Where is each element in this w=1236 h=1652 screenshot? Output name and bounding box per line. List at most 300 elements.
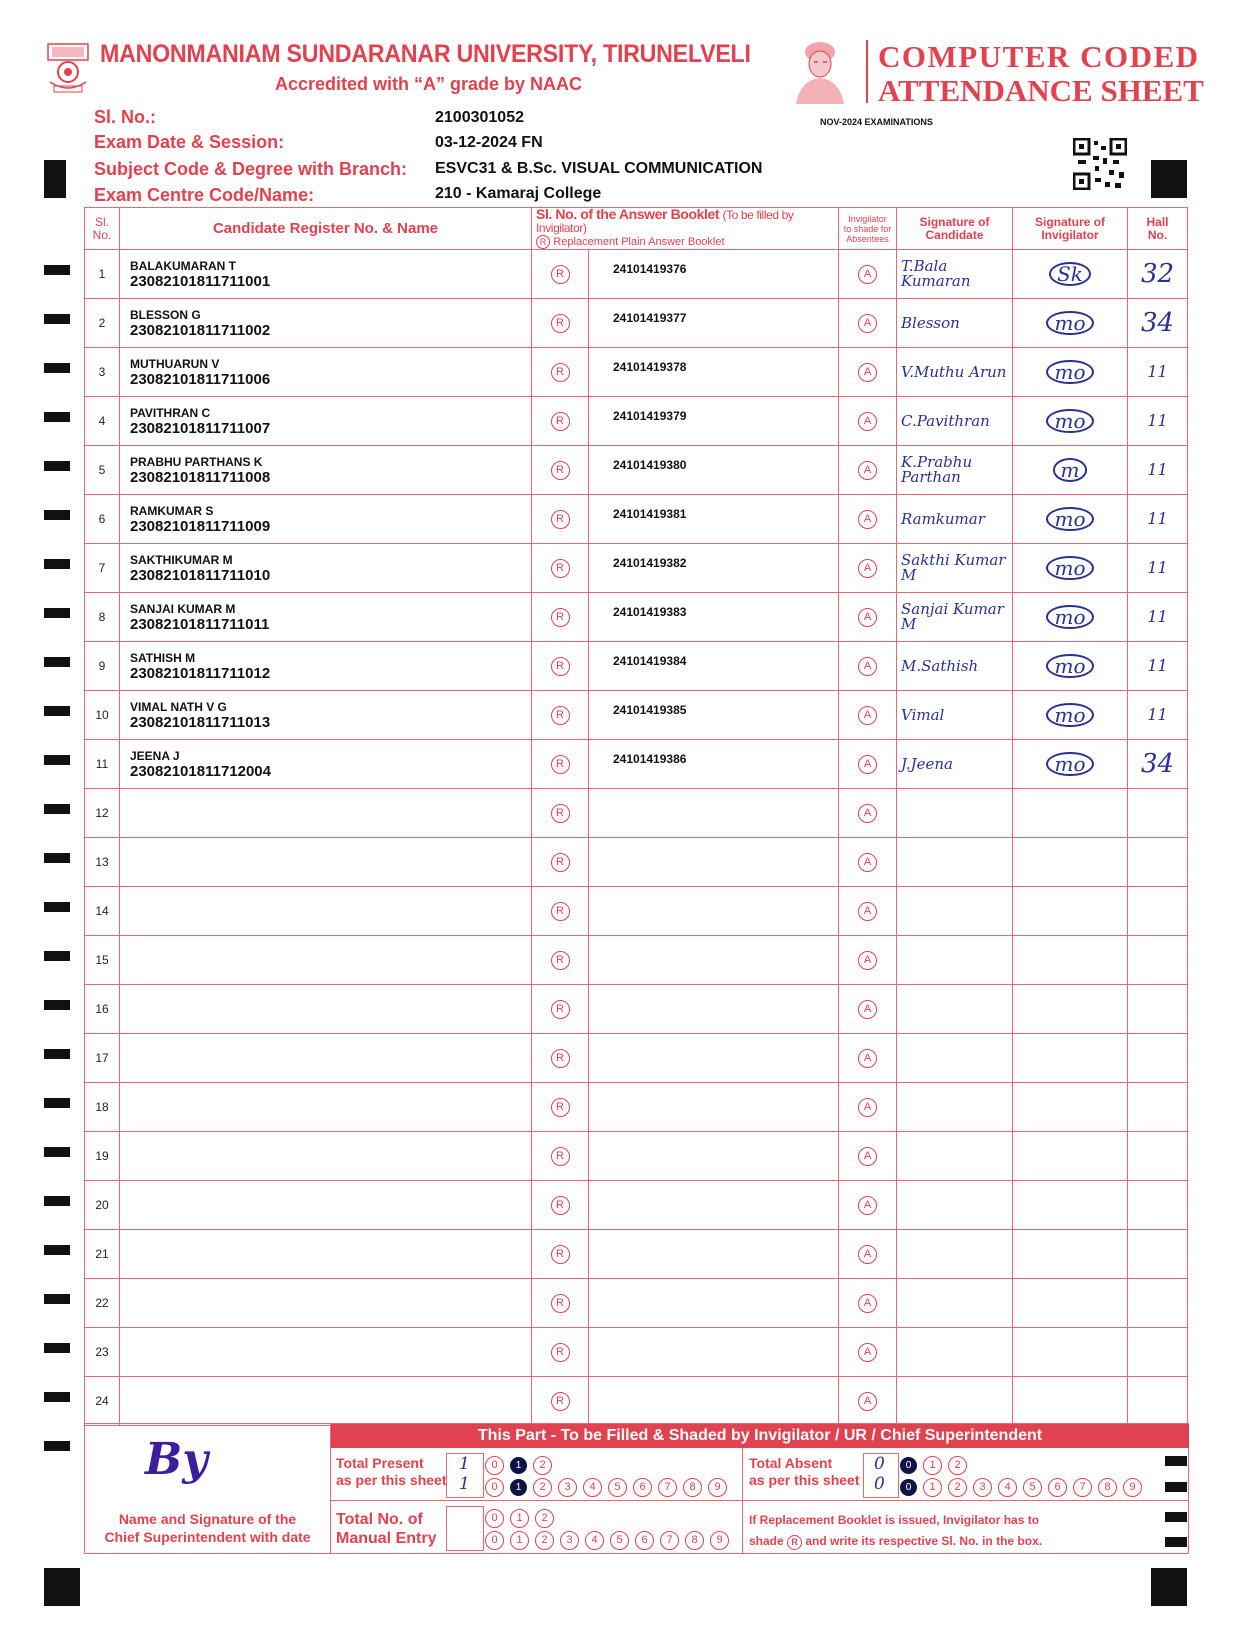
invigilator-signature-cell[interactable] — [1013, 1279, 1128, 1328]
row-sl-no: 5 — [85, 446, 120, 495]
absent-units-bubbles[interactable] — [900, 1477, 1148, 1497]
table-header-row — [85, 208, 1188, 250]
invigilator-signature-cell[interactable] — [1013, 1132, 1128, 1181]
candidate-cell — [120, 1377, 532, 1426]
candidate-signature-cell[interactable] — [897, 446, 1013, 495]
footer-mark-3 — [1165, 1512, 1187, 1522]
digit-bubble[interactable]: 0 — [900, 1479, 917, 1496]
replacement-bubble-cell[interactable] — [532, 299, 589, 348]
replacement-bubble[interactable]: R — [551, 1098, 570, 1117]
replacement-bubble[interactable]: R — [551, 951, 570, 970]
timing-mark — [44, 608, 70, 618]
digit-bubble[interactable]: 3 — [560, 1531, 579, 1550]
hall-no-cell[interactable] — [1128, 495, 1188, 544]
candidate-signature-cell[interactable] — [897, 1377, 1013, 1426]
replacement-bubble-cell[interactable] — [532, 250, 589, 299]
absent-bubble-cell[interactable] — [839, 348, 897, 397]
candidate-signature-cell[interactable] — [897, 348, 1013, 397]
candidate-signature-cell[interactable] — [897, 1328, 1013, 1377]
absent-bubble[interactable]: A — [858, 657, 877, 676]
booklet-no-cell[interactable] — [589, 1083, 839, 1132]
digit-bubble[interactable]: 4 — [585, 1531, 604, 1550]
candidate-signature-cell[interactable] — [897, 789, 1013, 838]
present-written-tens: 1 — [459, 1454, 470, 1474]
candidate-signature-cell[interactable] — [897, 740, 1013, 789]
digit-bubble[interactable]: 1 — [510, 1457, 527, 1474]
timing-mark — [44, 1049, 70, 1059]
invigilator-signature-cell[interactable] — [1013, 838, 1128, 887]
absent-bubble-cell[interactable] — [839, 789, 897, 838]
absent-bubble[interactable]: A — [858, 853, 877, 872]
replacement-bubble[interactable]: R — [551, 1147, 570, 1166]
candidate-signature: Blesson — [901, 313, 960, 332]
absent-bubble[interactable]: A — [858, 1294, 877, 1313]
replacement-bubble[interactable]: R — [551, 314, 570, 333]
timing-mark — [44, 804, 70, 814]
digit-bubble[interactable]: 5 — [608, 1478, 627, 1497]
hall-no-cell[interactable] — [1128, 642, 1188, 691]
replacement-bubble[interactable]: R — [551, 1000, 570, 1019]
replacement-bubble[interactable]: R — [551, 1049, 570, 1068]
hall-no-cell[interactable] — [1128, 544, 1188, 593]
digit-bubble[interactable]: 2 — [533, 1456, 552, 1475]
candidate-cell — [120, 838, 532, 887]
booklet-no-cell[interactable] — [589, 1230, 839, 1279]
candidate-signature-cell[interactable] — [897, 544, 1013, 593]
booklet-no-cell[interactable] — [589, 691, 839, 740]
candidate-cell — [120, 495, 532, 544]
hall-no-cell[interactable] — [1128, 593, 1188, 642]
booklet-no: 24101419382 — [613, 556, 687, 570]
absent-bubble-cell[interactable] — [839, 544, 897, 593]
hall-no-cell[interactable] — [1128, 348, 1188, 397]
invigilator-signature-cell[interactable] — [1013, 593, 1128, 642]
absent-bubble[interactable]: A — [858, 1049, 877, 1068]
row-sl-no: 9 — [85, 642, 120, 691]
digit-bubble[interactable]: 8 — [683, 1478, 702, 1497]
digit-bubble[interactable]: 0 — [485, 1531, 504, 1550]
candidate-signature-cell[interactable] — [897, 495, 1013, 544]
candidate-signature-cell[interactable] — [897, 593, 1013, 642]
absent-bubble[interactable]: A — [858, 608, 877, 627]
invigilator-signature-cell[interactable] — [1013, 397, 1128, 446]
digit-bubble[interactable]: 8 — [1098, 1478, 1117, 1497]
invigilator-signature-cell[interactable] — [1013, 299, 1128, 348]
digit-bubble[interactable]: 8 — [685, 1531, 704, 1550]
hall-no: 11 — [1147, 362, 1168, 381]
invigilator-signature-cell[interactable] — [1013, 985, 1128, 1034]
digit-bubble[interactable]: 2 — [535, 1531, 554, 1550]
absent-bubble[interactable]: A — [858, 1343, 877, 1362]
replacement-bubble[interactable]: R — [551, 804, 570, 823]
invigilator-signature-cell[interactable] — [1013, 642, 1128, 691]
booklet-no-cell[interactable] — [589, 985, 839, 1034]
timing-mark — [44, 1343, 70, 1353]
hall-no-cell[interactable] — [1128, 936, 1188, 985]
present-tens-bubbles[interactable] — [485, 1455, 558, 1475]
replacement-bubble-cell[interactable] — [532, 1328, 589, 1377]
corner-mark-bottom-right — [1151, 1568, 1187, 1606]
absent-bubble[interactable]: A — [858, 1147, 877, 1166]
candidate-cell — [120, 1034, 532, 1083]
digit-bubble[interactable]: 4 — [998, 1478, 1017, 1497]
candidate-signature-cell[interactable] — [897, 1181, 1013, 1230]
replacement-bubble[interactable]: R — [551, 1294, 570, 1313]
absent-bubble[interactable]: A — [858, 461, 877, 480]
candidate-cell — [120, 789, 532, 838]
booklet-no-cell[interactable] — [589, 1132, 839, 1181]
hall-no-cell[interactable] — [1128, 299, 1188, 348]
row-sl-no: 19 — [85, 1132, 120, 1181]
table-row — [85, 887, 1188, 936]
replacement-bubble-cell[interactable] — [532, 348, 589, 397]
replacement-bubble-cell[interactable] — [532, 1377, 589, 1426]
digit-bubble[interactable]: 2 — [948, 1478, 967, 1497]
digit-bubble[interactable]: 9 — [710, 1531, 729, 1550]
booklet-no-cell[interactable] — [589, 838, 839, 887]
booklet-no-cell[interactable] — [589, 1034, 839, 1083]
replacement-bubble[interactable]: R — [551, 608, 570, 627]
absent-bubble[interactable]: A — [858, 510, 877, 529]
absent-bubble[interactable]: A — [858, 559, 877, 578]
invigilator-signature-cell[interactable] — [1013, 1083, 1128, 1132]
candidate-signature-cell[interactable] — [897, 397, 1013, 446]
timing-mark — [44, 412, 70, 422]
booklet-no-cell[interactable] — [589, 544, 839, 593]
booklet-no-cell[interactable] — [589, 789, 839, 838]
replacement-bubble-cell[interactable] — [532, 642, 589, 691]
table-row — [85, 593, 1188, 642]
booklet-no-cell[interactable] — [589, 740, 839, 789]
absent-bubble-cell[interactable] — [839, 936, 897, 985]
row-sl-no: 21 — [85, 1230, 120, 1279]
invigilator-signature-cell[interactable] — [1013, 740, 1128, 789]
booklet-no-cell[interactable] — [589, 397, 839, 446]
replacement-bubble-cell[interactable] — [532, 789, 589, 838]
invigilator-signature-cell[interactable] — [1013, 1328, 1128, 1377]
absent-bubble-cell[interactable] — [839, 397, 897, 446]
hall-no-cell[interactable] — [1128, 789, 1188, 838]
absent-bubble-cell[interactable] — [839, 1083, 897, 1132]
booklet-no-cell[interactable] — [589, 250, 839, 299]
replacement-bubble-cell[interactable] — [532, 397, 589, 446]
digit-bubble[interactable]: 5 — [1023, 1478, 1042, 1497]
hall-no-cell[interactable] — [1128, 446, 1188, 495]
manual-units-bubbles[interactable] — [485, 1530, 735, 1550]
digit-bubble[interactable]: 1 — [510, 1509, 529, 1528]
absent-bubble[interactable]: A — [858, 1245, 877, 1264]
invigilator-signature-cell[interactable] — [1013, 789, 1128, 838]
absent-bubble-cell[interactable] — [839, 1034, 897, 1083]
timing-mark — [44, 1441, 70, 1451]
replacement-bubble-cell[interactable] — [532, 740, 589, 789]
absent-bubble[interactable]: A — [858, 363, 877, 382]
invigilator-signature-cell[interactable] — [1013, 348, 1128, 397]
absent-bubble-cell[interactable] — [839, 593, 897, 642]
absent-bubble[interactable]: A — [858, 1098, 877, 1117]
absent-bubble[interactable]: A — [858, 706, 877, 725]
manual-entry-box[interactable] — [446, 1506, 484, 1551]
absent-bubble-cell[interactable] — [839, 446, 897, 495]
invigilator-signature-cell[interactable] — [1013, 446, 1128, 495]
invigilator-signature-cell[interactable] — [1013, 1181, 1128, 1230]
digit-bubble[interactable]: 1 — [510, 1479, 527, 1496]
absent-bubble[interactable]: A — [858, 902, 877, 921]
row-sl-no: 15 — [85, 936, 120, 985]
booklet-no-cell[interactable] — [589, 1181, 839, 1230]
replacement-bubble-cell[interactable] — [532, 936, 589, 985]
digit-bubble[interactable]: 9 — [708, 1478, 727, 1497]
invigilator-signature-cell[interactable] — [1013, 887, 1128, 936]
hall-no: 11 — [1147, 705, 1168, 724]
booklet-no-cell[interactable] — [589, 348, 839, 397]
replacement-bubble[interactable]: R — [551, 461, 570, 480]
digit-bubble[interactable]: 3 — [973, 1478, 992, 1497]
absent-bubble-cell[interactable] — [839, 1377, 897, 1426]
absent-bubble[interactable]: A — [858, 1000, 877, 1019]
absent-bubble-cell[interactable] — [839, 887, 897, 936]
total-absent-box[interactable] — [863, 1453, 899, 1498]
replacement-bubble-cell[interactable] — [532, 593, 589, 642]
hall-no-cell[interactable] — [1128, 740, 1188, 789]
hall-no-cell[interactable] — [1128, 1034, 1188, 1083]
digit-bubble[interactable]: 6 — [1048, 1478, 1067, 1497]
digit-bubble[interactable]: 3 — [558, 1478, 577, 1497]
replacement-bubble[interactable]: R — [551, 265, 570, 284]
replacement-bubble[interactable]: R — [551, 559, 570, 578]
replacement-bubble[interactable]: R — [551, 755, 570, 774]
candidate-reg-no: 23082101811711006 — [130, 370, 271, 388]
invigilator-signature-cell[interactable] — [1013, 1034, 1128, 1083]
subject-label: Subject Code & Degree with Branch: — [94, 159, 408, 179]
absent-bubble-cell[interactable] — [839, 1230, 897, 1279]
candidate-cell — [120, 1083, 532, 1132]
absent-bubble-cell[interactable] — [839, 1328, 897, 1377]
invigilator-signature-cell[interactable] — [1013, 936, 1128, 985]
candidate-name: SANJAI KUMAR M — [130, 601, 236, 616]
candidate-cell — [120, 593, 532, 642]
digit-bubble[interactable]: 7 — [658, 1478, 677, 1497]
absent-bubble[interactable]: A — [858, 412, 877, 431]
invigilator-signature-cell[interactable] — [1013, 544, 1128, 593]
hall-no-cell[interactable] — [1128, 887, 1188, 936]
total-present-box[interactable] — [446, 1453, 484, 1498]
absent-bubble-cell[interactable] — [839, 299, 897, 348]
replacement-bubble[interactable]: R — [551, 1343, 570, 1362]
absent-bubble-cell[interactable] — [839, 1132, 897, 1181]
invigilator-signature: Sk — [1049, 262, 1091, 286]
absent-bubble[interactable]: A — [858, 1392, 877, 1411]
replacement-bubble-cell[interactable] — [532, 495, 589, 544]
replacement-bubble[interactable]: R — [551, 657, 570, 676]
portrait-image — [790, 38, 850, 104]
candidate-signature: T.Bala Kumaran — [901, 257, 971, 290]
present-written-units: 1 — [459, 1474, 470, 1494]
timing-mark — [44, 853, 70, 863]
digit-bubble[interactable]: 4 — [583, 1478, 602, 1497]
manual-divider — [331, 1500, 1189, 1501]
candidate-signature-cell[interactable] — [897, 642, 1013, 691]
candidate-cell — [120, 985, 532, 1034]
replacement-bubble[interactable]: R — [551, 902, 570, 921]
candidate-signature-cell[interactable] — [897, 838, 1013, 887]
hall-no-cell[interactable] — [1128, 838, 1188, 887]
col-absent-header: Invigilator to shade for Absentees — [839, 208, 897, 250]
row-sl-no: 22 — [85, 1279, 120, 1328]
absent-bubble[interactable]: A — [858, 804, 877, 823]
booklet-no-cell[interactable] — [589, 936, 839, 985]
digit-bubble[interactable]: 7 — [660, 1531, 679, 1550]
booklet-no-cell[interactable] — [589, 1328, 839, 1377]
booklet-no-cell[interactable] — [589, 1377, 839, 1426]
absent-bubble[interactable]: A — [858, 265, 877, 284]
booklet-no-cell[interactable] — [589, 887, 839, 936]
replacement-bubble-cell[interactable] — [532, 1034, 589, 1083]
absent-bubble[interactable]: A — [858, 951, 877, 970]
replacement-bubble-cell[interactable] — [532, 1230, 589, 1279]
booklet-no-cell[interactable] — [589, 299, 839, 348]
absent-bubble-cell[interactable] — [839, 838, 897, 887]
timing-mark — [44, 1294, 70, 1304]
invigilator-signature-cell[interactable] — [1013, 1377, 1128, 1426]
candidate-signature-cell[interactable] — [897, 299, 1013, 348]
absent-bubble-cell[interactable] — [839, 985, 897, 1034]
replacement-bubble-cell[interactable] — [532, 985, 589, 1034]
replacement-bubble[interactable]: R — [551, 363, 570, 382]
candidate-signature-cell[interactable] — [897, 1230, 1013, 1279]
digit-bubble[interactable]: 2 — [535, 1509, 554, 1528]
absent-bubble-cell[interactable] — [839, 250, 897, 299]
booklet-no-cell[interactable] — [589, 1279, 839, 1328]
hall-no-cell[interactable] — [1128, 250, 1188, 299]
replacement-bubble-cell[interactable] — [532, 1083, 589, 1132]
invigilator-signature: mo — [1046, 360, 1093, 384]
invigilator-signature-cell[interactable] — [1013, 495, 1128, 544]
hall-no-cell[interactable] — [1128, 1279, 1188, 1328]
invigilator-signature: mo — [1046, 556, 1093, 580]
hall-no-cell[interactable] — [1128, 397, 1188, 446]
absent-bubble-cell[interactable] — [839, 495, 897, 544]
replacement-bubble[interactable]: R — [551, 1245, 570, 1264]
absent-bubble[interactable]: A — [858, 314, 877, 333]
absent-bubble[interactable]: A — [858, 755, 877, 774]
invigilator-signature-cell[interactable] — [1013, 1230, 1128, 1279]
booklet-no: 24101419377 — [613, 311, 687, 325]
absent-bubble-cell[interactable] — [839, 642, 897, 691]
digit-bubble[interactable]: 0 — [485, 1509, 504, 1528]
absent-bubble[interactable]: A — [858, 1196, 877, 1215]
row-sl-no: 6 — [85, 495, 120, 544]
digit-bubble[interactable]: 0 — [485, 1456, 504, 1475]
hall-no-cell[interactable] — [1128, 1181, 1188, 1230]
replacement-note-symbol: R — [787, 1535, 802, 1550]
candidate-cell — [120, 1132, 532, 1181]
booklet-no-cell[interactable] — [589, 593, 839, 642]
booklet-no-cell[interactable] — [589, 495, 839, 544]
candidate-signature-cell[interactable] — [897, 1083, 1013, 1132]
replacement-bubble[interactable]: R — [551, 706, 570, 725]
candidate-signature-cell[interactable] — [897, 985, 1013, 1034]
hall-no-cell[interactable] — [1128, 1328, 1188, 1377]
candidate-signature-cell[interactable] — [897, 1279, 1013, 1328]
university-logo — [46, 42, 90, 96]
absent-tens-bubbles[interactable] — [900, 1455, 973, 1475]
replacement-bubble-cell[interactable] — [532, 1279, 589, 1328]
table-row — [85, 1132, 1188, 1181]
absent-bubble-cell[interactable] — [839, 691, 897, 740]
footer-banner: This Part - To be Filled & Shaded by Invigilator / UR / Chief Superintendent — [331, 1424, 1189, 1448]
hall-no-cell[interactable] — [1128, 1230, 1188, 1279]
replacement-bubble-cell[interactable] — [532, 1132, 589, 1181]
replacement-bubble-cell[interactable] — [532, 691, 589, 740]
candidate-signature-cell[interactable] — [897, 1034, 1013, 1083]
digit-bubble[interactable]: 0 — [485, 1478, 504, 1497]
hall-no-cell[interactable] — [1128, 1083, 1188, 1132]
booklet-no-cell[interactable] — [589, 446, 839, 495]
invigilator-signature-cell[interactable] — [1013, 691, 1128, 740]
digit-bubble[interactable]: 1 — [923, 1478, 942, 1497]
candidate-signature-cell[interactable] — [897, 691, 1013, 740]
digit-bubble[interactable]: 5 — [610, 1531, 629, 1550]
subject-value: ESVC31 & B.Sc. VISUAL COMMUNICATION — [435, 160, 763, 177]
candidate-signature-cell[interactable] — [897, 936, 1013, 985]
hall-no-cell[interactable] — [1128, 691, 1188, 740]
table-row — [85, 397, 1188, 446]
digit-bubble[interactable]: 9 — [1123, 1478, 1142, 1497]
hall-no-cell[interactable] — [1128, 1377, 1188, 1426]
footer-mark-2 — [1165, 1482, 1187, 1492]
absent-bubble-cell[interactable] — [839, 740, 897, 789]
replacement-bubble-cell[interactable] — [532, 446, 589, 495]
replacement-bubble[interactable]: R — [551, 412, 570, 431]
manual-tens-bubbles[interactable] — [485, 1508, 560, 1528]
digit-bubble[interactable]: 0 — [900, 1457, 917, 1474]
digit-bubble[interactable]: 1 — [923, 1456, 942, 1475]
candidate-signature-cell[interactable] — [897, 250, 1013, 299]
booklet-no-cell[interactable] — [589, 642, 839, 691]
hall-no-cell[interactable] — [1128, 985, 1188, 1034]
absent-bubble-cell[interactable] — [839, 1181, 897, 1230]
timing-mark — [44, 559, 70, 569]
university-name: MANONMANIAM SUNDARANAR UNIVERSITY, TIRUNELVELI — [100, 40, 751, 68]
digit-bubble[interactable]: 6 — [633, 1478, 652, 1497]
hall-no: 34 — [1140, 308, 1175, 338]
replacement-bubble[interactable]: R — [551, 853, 570, 872]
table-row — [85, 740, 1188, 789]
digit-bubble[interactable]: 1 — [510, 1531, 529, 1550]
replacement-bubble-cell[interactable] — [532, 544, 589, 593]
replacement-bubble-cell[interactable] — [532, 838, 589, 887]
digit-bubble[interactable]: 7 — [1073, 1478, 1092, 1497]
digit-bubble[interactable]: 2 — [948, 1456, 967, 1475]
replacement-bubble-cell[interactable] — [532, 887, 589, 936]
row-sl-no: 11 — [85, 740, 120, 789]
replacement-bubble-cell[interactable] — [532, 1181, 589, 1230]
candidate-signature-cell[interactable] — [897, 887, 1013, 936]
present-units-bubbles[interactable] — [485, 1477, 733, 1497]
replacement-bubble[interactable]: R — [551, 510, 570, 529]
candidate-cell — [120, 642, 532, 691]
digit-bubble[interactable]: 6 — [635, 1531, 654, 1550]
timing-mark — [44, 363, 70, 373]
absent-bubble-cell[interactable] — [839, 1279, 897, 1328]
invigilator-signature-cell[interactable] — [1013, 250, 1128, 299]
replacement-bubble[interactable]: R — [551, 1196, 570, 1215]
replacement-bubble[interactable]: R — [551, 1392, 570, 1411]
hall-no-cell[interactable] — [1128, 1132, 1188, 1181]
candidate-signature-cell[interactable] — [897, 1132, 1013, 1181]
digit-bubble[interactable]: 2 — [533, 1478, 552, 1497]
